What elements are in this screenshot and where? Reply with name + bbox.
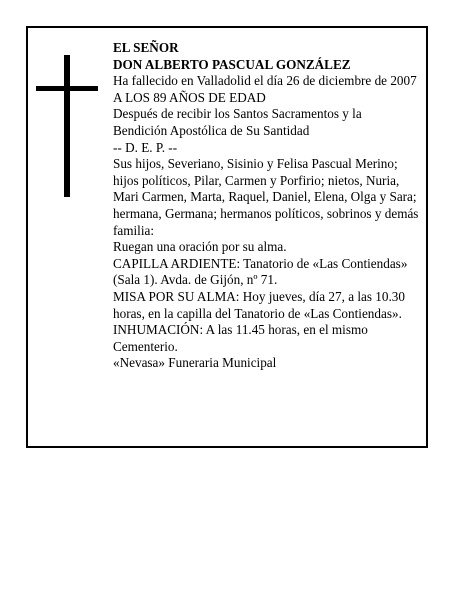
deceased-name: DON ALBERTO PASCUAL GONZÁLEZ: [113, 56, 351, 72]
notice-title: EL SEÑOR: [113, 40, 179, 55]
funeral-home: «Nevasa» Funeraria Municipal: [113, 355, 277, 371]
cross-vertical-bar: [64, 55, 70, 197]
chapel-info: CAPILLA ARDIENTE: Tanatorio de «Las Contiendas» (Sala 1). Avda. de Gijón, nº 71.: [113, 255, 408, 288]
rip-line: -- D. E. P. --: [113, 139, 178, 155]
sacraments-statement: Después de recibir los Santos Sacramentos y la Bendición Apostólica de Su Santidad: [113, 106, 362, 138]
age-statement: A LOS 89 AÑOS DE EDAD: [113, 89, 266, 105]
cross-horizontal-bar: [36, 86, 98, 91]
cross-icon: [36, 55, 100, 197]
prayer-request: Ruegan una oración por su alma.: [113, 239, 287, 255]
burial-info: INHUMACIÓN: A las 11.45 horas, en el mismo Cementerio.: [113, 322, 368, 354]
mass-info: MISA POR SU ALMA: Hoy jueves, día 27, a las 10.30 horas, en la capilla del Tanatorio de «Las Contiendas».: [113, 288, 405, 321]
death-statement: Ha fallecido en Valladolid el día 26 de diciembre de 2007: [113, 73, 417, 89]
family-statement: Sus hijos, Severiano, Sisinio y Felisa Pascual Merino; hijos políticos, Pilar, Carmen y Porfirio; nietos, Nuria, Mari Carmen, Marta, Raquel, Daniel, Elena, Olga y Sara; hermana, Germana; hermanos políticos, sobrinos y demás familia:: [113, 156, 419, 238]
obituary-text: [113, 40, 419, 372]
